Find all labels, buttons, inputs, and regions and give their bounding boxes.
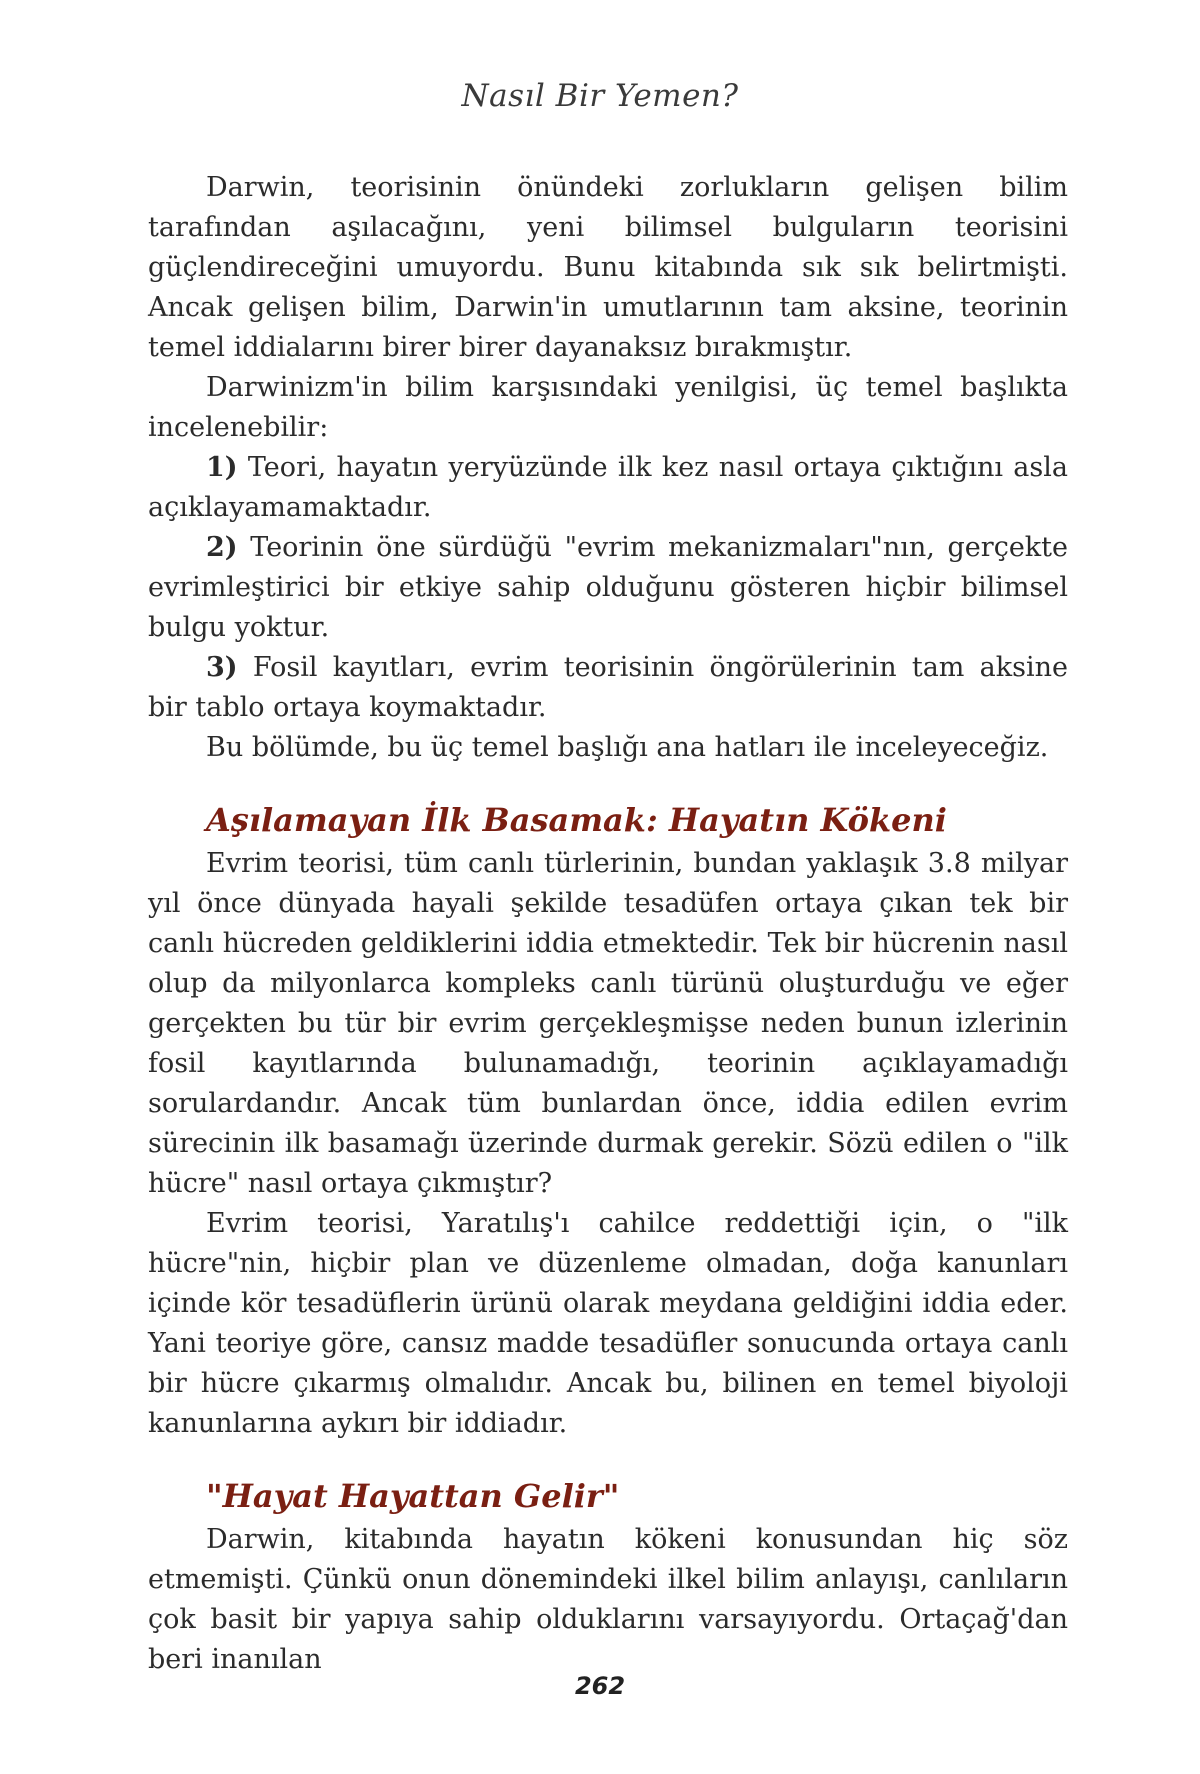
section-heading: "Hayat Hayattan Gelir": [206, 1477, 620, 1515]
point-number: 2): [206, 532, 238, 563]
body-paragraph: Darwin, kitabında hayatın kökeni konusundan hiç söz etmemişti. Çünkü onun dönemindeki ilkel bilim anlayışı, canlıların çok basit bir yapıya sahip olduklarını varsayıyordu. Ortaçağ'dan beri inanılan: [148, 1524, 1068, 1675]
intro-paragraph: Darwinizm'in bilim karşısındaki yenilgisi, üç temel başlıkta incelenebilir:: [148, 372, 1068, 443]
intro-paragraph: Bu bölümde, bu üç temel başlığı ana hatları ile inceleyeceğiz.: [206, 732, 1049, 763]
section-heading: Aşılamayan İlk Basamak: Hayatın Kökeni: [206, 801, 947, 839]
point-number: 1): [206, 452, 238, 483]
point-number: 3): [206, 652, 238, 683]
numbered-point-3: 3) Fosil kayıtları, evrim teorisinin öngörülerinin tam aksine bir tablo ortaya koymaktadır.: [148, 652, 1068, 723]
intro-paragraph: Darwin, teorisinin önündeki zorlukların gelişen bilim tarafından aşılacağını, yeni bilimsel bulguların teorisini güçlendireceğini umuyordu. Bunu kitabında sık sık belirtmişti. Ancak gelişen bilim, Darwin'in umutlarının tam aksine, teorinin temel iddialarını birer birer dayanaksız bırakmıştır.: [148, 172, 1068, 363]
page-body: [148, 168, 1068, 1680]
numbered-point-2: 2) Teorinin öne sürdüğü "evrim mekanizmaları"nın, gerçekte evrimleştirici bir etkiye sahip olduğunu gösteren hiçbir bilimsel bulgu yoktur.: [148, 532, 1068, 643]
numbered-point-1: 1) Teori, hayatın yeryüzünde ilk kez nasıl ortaya çıktığını asla açıklayamamaktadır.: [148, 452, 1068, 523]
body-paragraph: Evrim teorisi, tüm canlı türlerinin, bundan yaklaşık 3.8 milyar yıl önce dünyada hayali şekilde tesadüfen ortaya çıkan tek bir canlı hücreden geldiklerini iddia etmektedir. Tek bir hücrenin nasıl olup da milyonlarca kompleks canlı türünü oluşturduğu ve eğer gerçekten bu tür bir evrim gerçekleşmişse neden bunun izlerinin fosil kayıtlarında bulunamadığı, teorinin açıklayamadığı sorulardandır. Ancak tüm bunlardan önce, iddia edilen evrim sürecinin ilk basamağı üzerinde durmak gerekir. Sözü edilen o "ilk hücre" nasıl ortaya çıkmıştır?: [148, 848, 1068, 1199]
page-number: 262: [574, 1672, 626, 1700]
body-paragraph: Evrim teorisi, Yaratılış'ı cahilce reddettiği için, o "ilk hücre"nin, hiçbir plan ve düzenleme olmadan, doğa kanunları içinde kör tesadüflerin ürünü olarak meydana geldiğini iddia eder. Yani teoriye göre, cansız madde tesadüfler sonucunda ortaya canlı bir hücre çıkarmış olmalıdır. Ancak bu, bilinen en temel biyoloji kanunlarına aykırı bir iddiadır.: [148, 1208, 1068, 1439]
running-header: Nasıl Bir Yemen?: [461, 78, 739, 114]
